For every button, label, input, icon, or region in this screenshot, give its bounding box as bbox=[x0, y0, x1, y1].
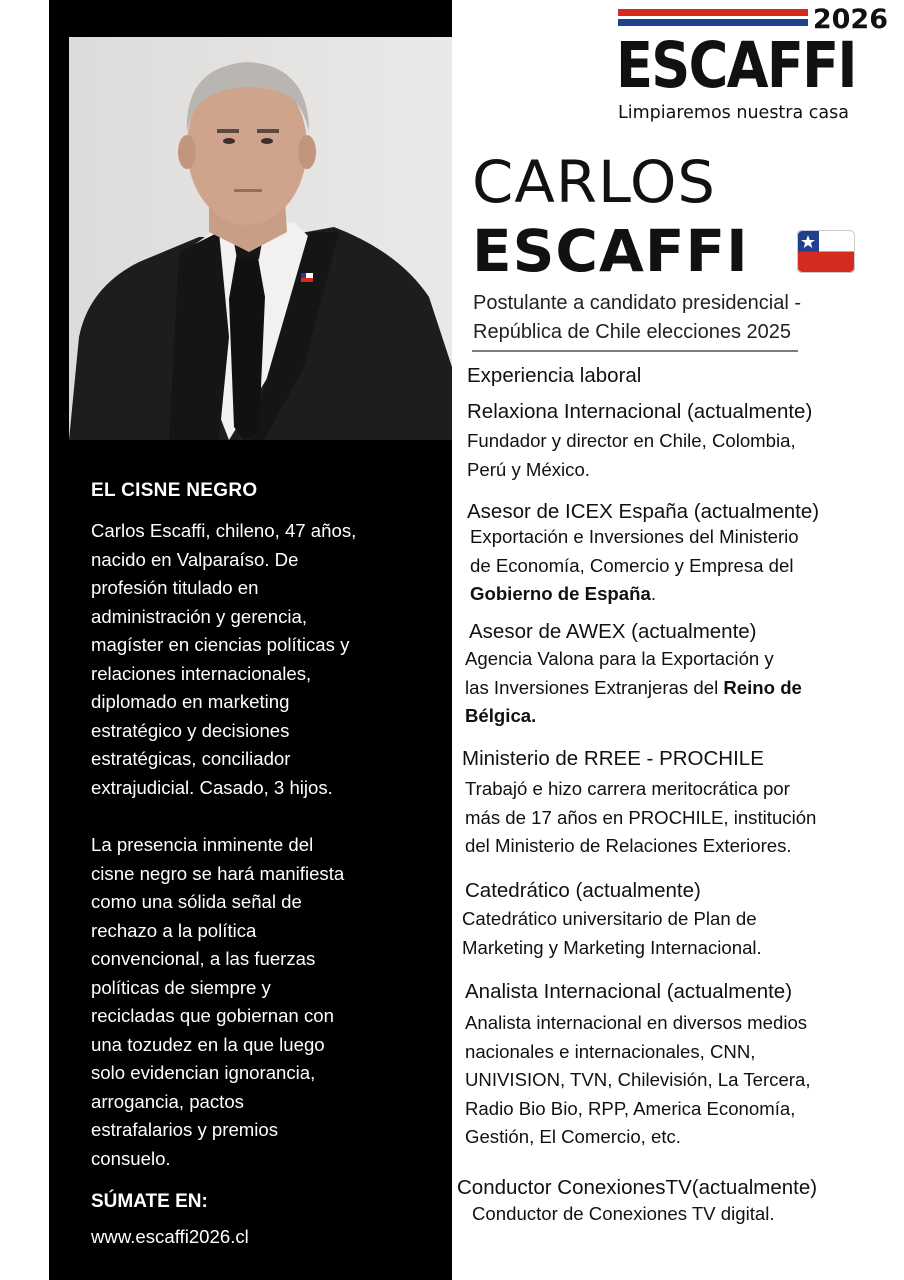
exp-line: Exportación e Inversiones del Ministerio bbox=[470, 526, 799, 547]
exp-line: UNIVISION, TVN, Chilevisión, La Tercera, bbox=[465, 1069, 811, 1090]
bio-line: estrafalarios y premios bbox=[91, 1119, 279, 1140]
exp-line: del Ministerio de Relaciones Exteriores. bbox=[465, 835, 792, 856]
exp-line-plain: las Inversiones Extranjeras del bbox=[465, 676, 724, 698]
chile-flag-icon bbox=[797, 230, 855, 273]
bio-line: políticas de siempre y bbox=[91, 976, 271, 998]
candidate-first-name: CARLOS bbox=[472, 148, 716, 216]
campaign-logo bbox=[616, 4, 888, 128]
bio-line: estratégicas, conciliador bbox=[91, 748, 291, 769]
exp-line bbox=[465, 702, 802, 731]
exp-heading-icex: Asesor de ICEX España (actualmente) bbox=[467, 500, 820, 523]
candidate-last-name: ESCAFFI bbox=[472, 217, 749, 285]
exp-line bbox=[465, 674, 802, 703]
left-column bbox=[49, 0, 452, 1280]
exp-line: nacionales e internacionales, CNN, bbox=[465, 1040, 756, 1062]
exp-heading-conductor: Conductor ConexionesTV(actualmente) bbox=[457, 1176, 818, 1199]
bio-line: convencional, a las fuerzas bbox=[91, 948, 316, 969]
exp-heading-awex: Asesor de AWEX (actualmente) bbox=[469, 620, 757, 643]
exp-heading-catedratico: Catedrático (actualmente) bbox=[465, 879, 701, 902]
exp-line-bold: Bélgica. bbox=[465, 705, 537, 726]
logo-red-stripe bbox=[618, 9, 808, 16]
bio-line: estratégico y decisiones bbox=[91, 719, 290, 741]
bio-line: como una sólida señal de bbox=[91, 891, 302, 912]
bio-line: Carlos Escaffi, chileno, 47 años, bbox=[91, 520, 357, 541]
exp-line: Analista internacional en diversos medios bbox=[465, 1012, 808, 1033]
bio-line: rechazo a la política bbox=[91, 919, 257, 941]
exp-line: Perú y México. bbox=[467, 458, 590, 480]
exp-line: Marketing y Marketing Internacional. bbox=[462, 936, 762, 958]
exp-line: de Economía, Comercio y Empresa del bbox=[470, 554, 794, 576]
bio-line: relaciones internacionales, bbox=[91, 662, 312, 684]
exp-catedratico-desc bbox=[462, 905, 762, 962]
exp-line: Gestión, El Comercio, etc. bbox=[465, 1126, 681, 1147]
logo-wordmark: ESCAFFI bbox=[616, 29, 856, 102]
portrait-illustration bbox=[69, 37, 452, 440]
bio-paragraph-2 bbox=[91, 831, 436, 1173]
logo-slogan: Limpiaremos nuestra casa bbox=[618, 103, 849, 123]
subtitle-divider bbox=[472, 350, 798, 352]
exp-icex-desc bbox=[470, 523, 799, 609]
exp-line: Radio Bio Bio, RPP, America Economía, bbox=[465, 1097, 796, 1119]
bio-line: recicladas que gobiernan con bbox=[91, 1005, 334, 1026]
bio-line: diplomado en marketing bbox=[91, 691, 290, 712]
bio-line: solo evidencian ignorancia, bbox=[91, 1062, 316, 1083]
exp-rree-desc bbox=[465, 775, 816, 861]
exp-heading-analista: Analista Internacional (actualmente) bbox=[465, 980, 793, 1003]
exp-line: Conductor de Conexiones TV digital. bbox=[472, 1203, 775, 1224]
candidate-portrait-photo bbox=[69, 37, 452, 440]
exp-line: más de 17 años en PROCHILE, institución bbox=[465, 806, 817, 828]
exp-relaxiona-desc bbox=[467, 427, 796, 484]
join-label: SÚMATE EN: bbox=[91, 1191, 208, 1212]
logo-blue-stripe bbox=[618, 19, 808, 26]
exp-heading-rree: Ministerio de RREE - PROCHILE bbox=[462, 747, 764, 770]
exp-heading-relaxiona: Relaxiona Internacional (actualmente) bbox=[467, 400, 813, 423]
exp-line: Trabajó e hizo carrera meritocrática por bbox=[465, 778, 790, 799]
logo-year: 2026 bbox=[812, 4, 888, 35]
bio-line: administración y gerencia, bbox=[91, 605, 307, 627]
experience-title: Experiencia laboral bbox=[467, 364, 642, 387]
bio-line: arrogancia, pactos bbox=[91, 1090, 244, 1112]
exp-analista-desc bbox=[465, 1009, 810, 1152]
exp-line: Agencia Valona para la Exportación y bbox=[465, 648, 774, 669]
bio-line: extrajudicial. Casado, 3 hijos. bbox=[91, 776, 333, 798]
exp-line-bold: Reino de bbox=[723, 676, 802, 698]
bio-line: una tozudez en la que luego bbox=[91, 1033, 325, 1055]
bio-paragraph-1 bbox=[91, 517, 436, 802]
bio-line: magíster en ciencias políticas y bbox=[91, 634, 350, 655]
bio-line: cisne negro se hará manifiesta bbox=[91, 862, 345, 884]
bio-heading: EL CISNE NEGRO bbox=[91, 480, 258, 501]
exp-line: Fundador y director en Chile, Colombia, bbox=[467, 430, 796, 451]
bio-line: La presencia inminente del bbox=[91, 834, 314, 855]
exp-line: Catedrático universitario de Plan de bbox=[462, 908, 757, 929]
bio-line: nacido en Valparaíso. De bbox=[91, 548, 299, 570]
top-black-strip bbox=[49, 0, 452, 37]
candidate-subtitle bbox=[473, 289, 903, 347]
exp-line-bold: Gobierno de España bbox=[470, 583, 651, 604]
subtitle-line: República de Chile elecciones 2025 bbox=[473, 321, 791, 343]
website-link[interactable]: www.escaffi2026.cl bbox=[91, 1226, 249, 1247]
bio-line: profesión titulado en bbox=[91, 577, 259, 598]
bio-line: consuelo. bbox=[91, 1147, 171, 1169]
exp-awex-desc bbox=[465, 645, 802, 731]
exp-line bbox=[470, 580, 799, 609]
subtitle-line: Postulante a candidato presidencial - bbox=[473, 292, 801, 314]
exp-conductor-desc bbox=[472, 1200, 775, 1229]
exp-line-tail: . bbox=[650, 583, 656, 604]
